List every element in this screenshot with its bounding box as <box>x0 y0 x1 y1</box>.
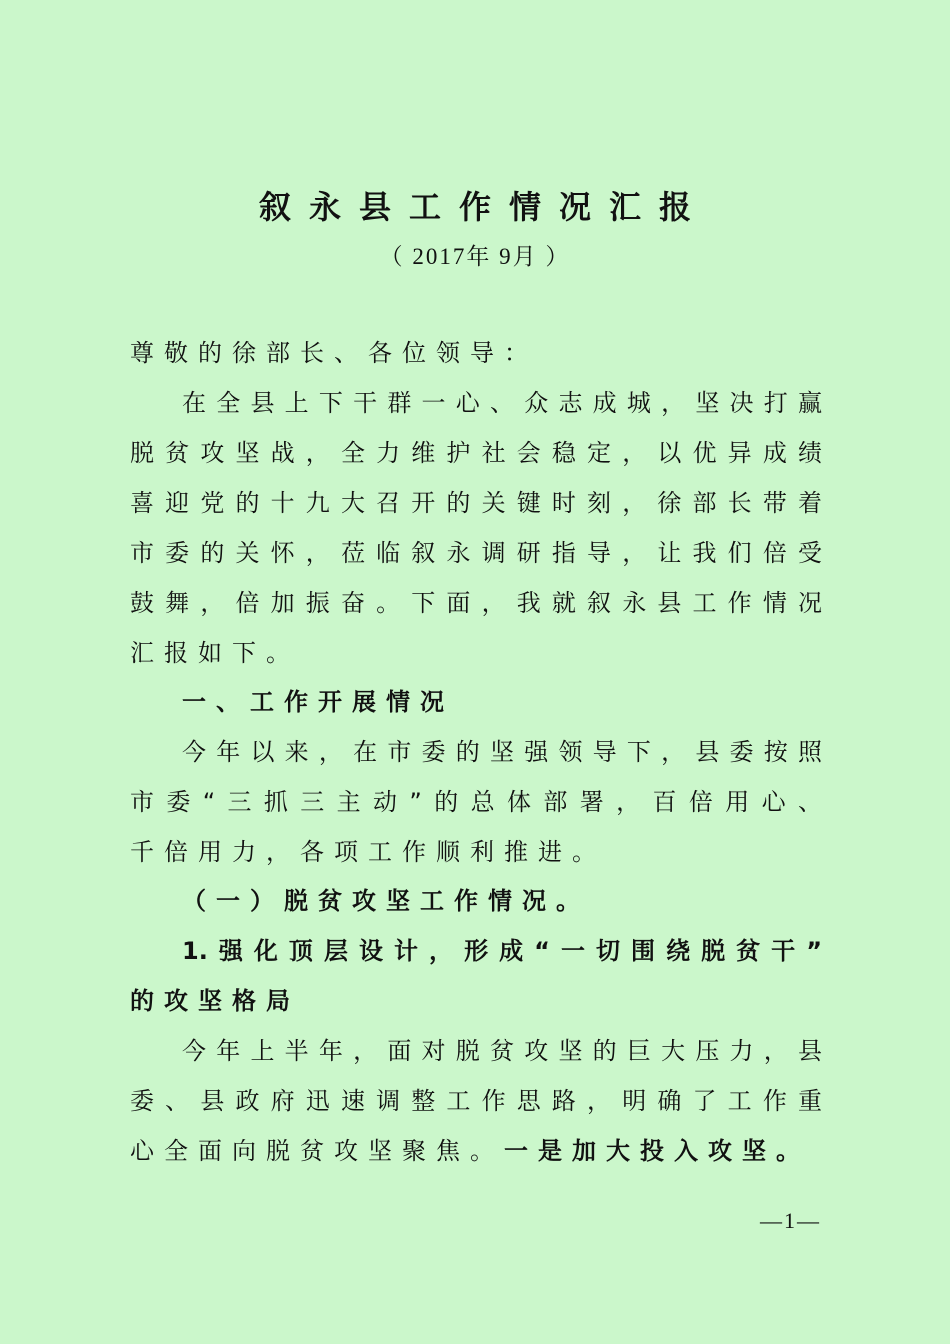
paragraph-line: 委、县政府迅速调整工作思路，明确了工作重 <box>130 1087 822 1115</box>
paragraph-line: 市委“三抓三主动”的总体部署，百倍用心、 <box>130 788 822 816</box>
item-heading: 1.强化顶层设计，形成“一切围绕脱贫干” <box>182 937 822 965</box>
paragraph-line: 在全县上下干群一心、众志成城，坚决打赢 <box>182 389 822 417</box>
subsection-heading: （一）脱贫攻坚工作情况。 <box>182 887 590 915</box>
salutation: 尊敬的徐部长、各位领导： <box>130 339 538 367</box>
document-title: 叙永县工作情况汇报 <box>258 188 709 226</box>
page-number: —1— <box>760 1208 821 1233</box>
paragraph-text: 心全面向脱贫攻坚聚焦。 <box>130 1137 504 1165</box>
paragraph-line: 市委的关怀，莅临叙永调研指导，让我们倍受 <box>130 539 822 567</box>
paragraph-line <box>130 1136 822 1166</box>
section-heading: 一、工作开展情况 <box>182 688 454 716</box>
paragraph-line: 今年上半年，面对脱贫攻坚的巨大压力，县 <box>182 1037 822 1065</box>
emphasis-text: 一是加大投入攻坚。 <box>504 1137 810 1165</box>
paragraph-line: 汇报如下。 <box>130 639 300 667</box>
document-date: （ 2017年 9月 ） <box>379 244 571 269</box>
paragraph-line: 今年以来，在市委的坚强领导下，县委按照 <box>182 738 822 766</box>
paragraph-line: 脱贫攻坚战，全力维护社会稳定，以优异成绩 <box>130 439 822 467</box>
paragraph-line: 喜迎党的十九大召开的关键时刻，徐部长带着 <box>130 489 822 517</box>
paragraph-line: 鼓舞，倍加振奋。下面，我就叙永县工作情况 <box>130 589 822 617</box>
item-heading: 的攻坚格局 <box>130 987 300 1015</box>
paragraph-line: 千倍用力，各项工作顺利推进。 <box>130 838 606 866</box>
